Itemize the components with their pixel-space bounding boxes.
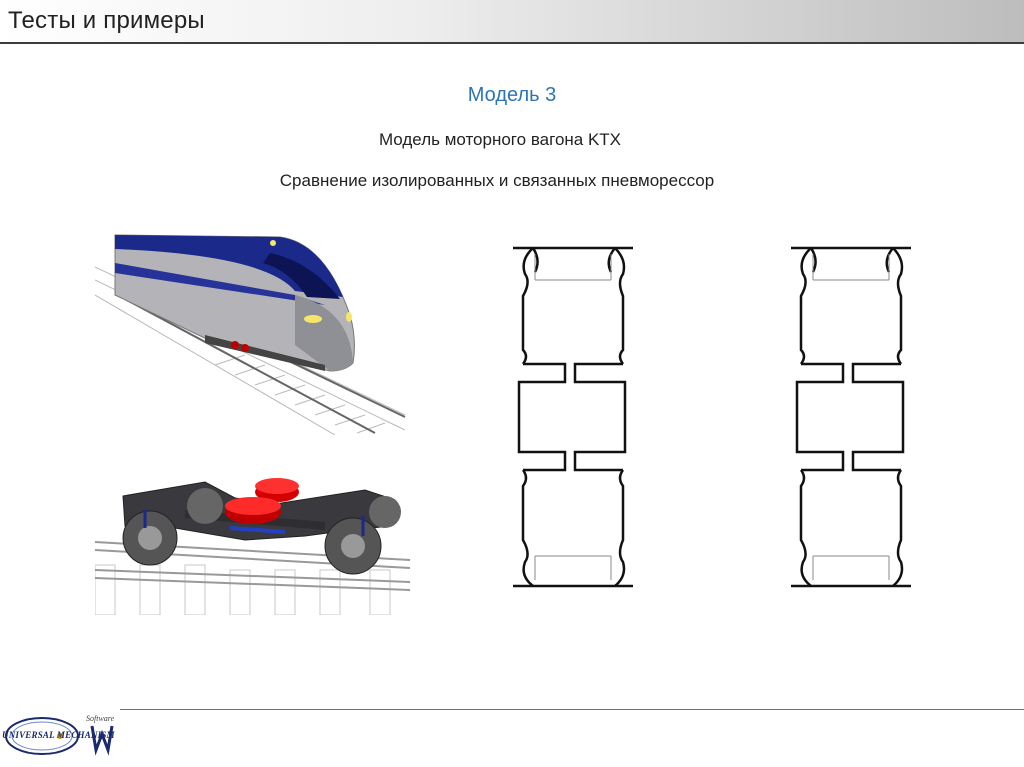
- headlight-right: [346, 312, 352, 322]
- headlight-left: [304, 315, 322, 323]
- title-bar: [0, 0, 1024, 44]
- footer-divider: [120, 709, 1024, 710]
- diagram-isolated-air-springs: [505, 240, 640, 595]
- logo-software-label: Software: [86, 714, 115, 723]
- comparison-caption: Сравнение изолированных и связанных пневморессор: [279, 171, 715, 190]
- roof-light: [270, 240, 276, 246]
- diagram-coupled-air-springs: [783, 240, 918, 595]
- page-title: Тесты и примеры: [8, 7, 205, 34]
- model-heading: Модель 3: [467, 84, 557, 106]
- model-subtitle: Модель моторного вагона KTX: [378, 130, 622, 149]
- train-image: [95, 225, 410, 435]
- bogie-image: [95, 470, 415, 615]
- logo-brand-text: UNIVERSAL MECHANISM: [2, 730, 115, 740]
